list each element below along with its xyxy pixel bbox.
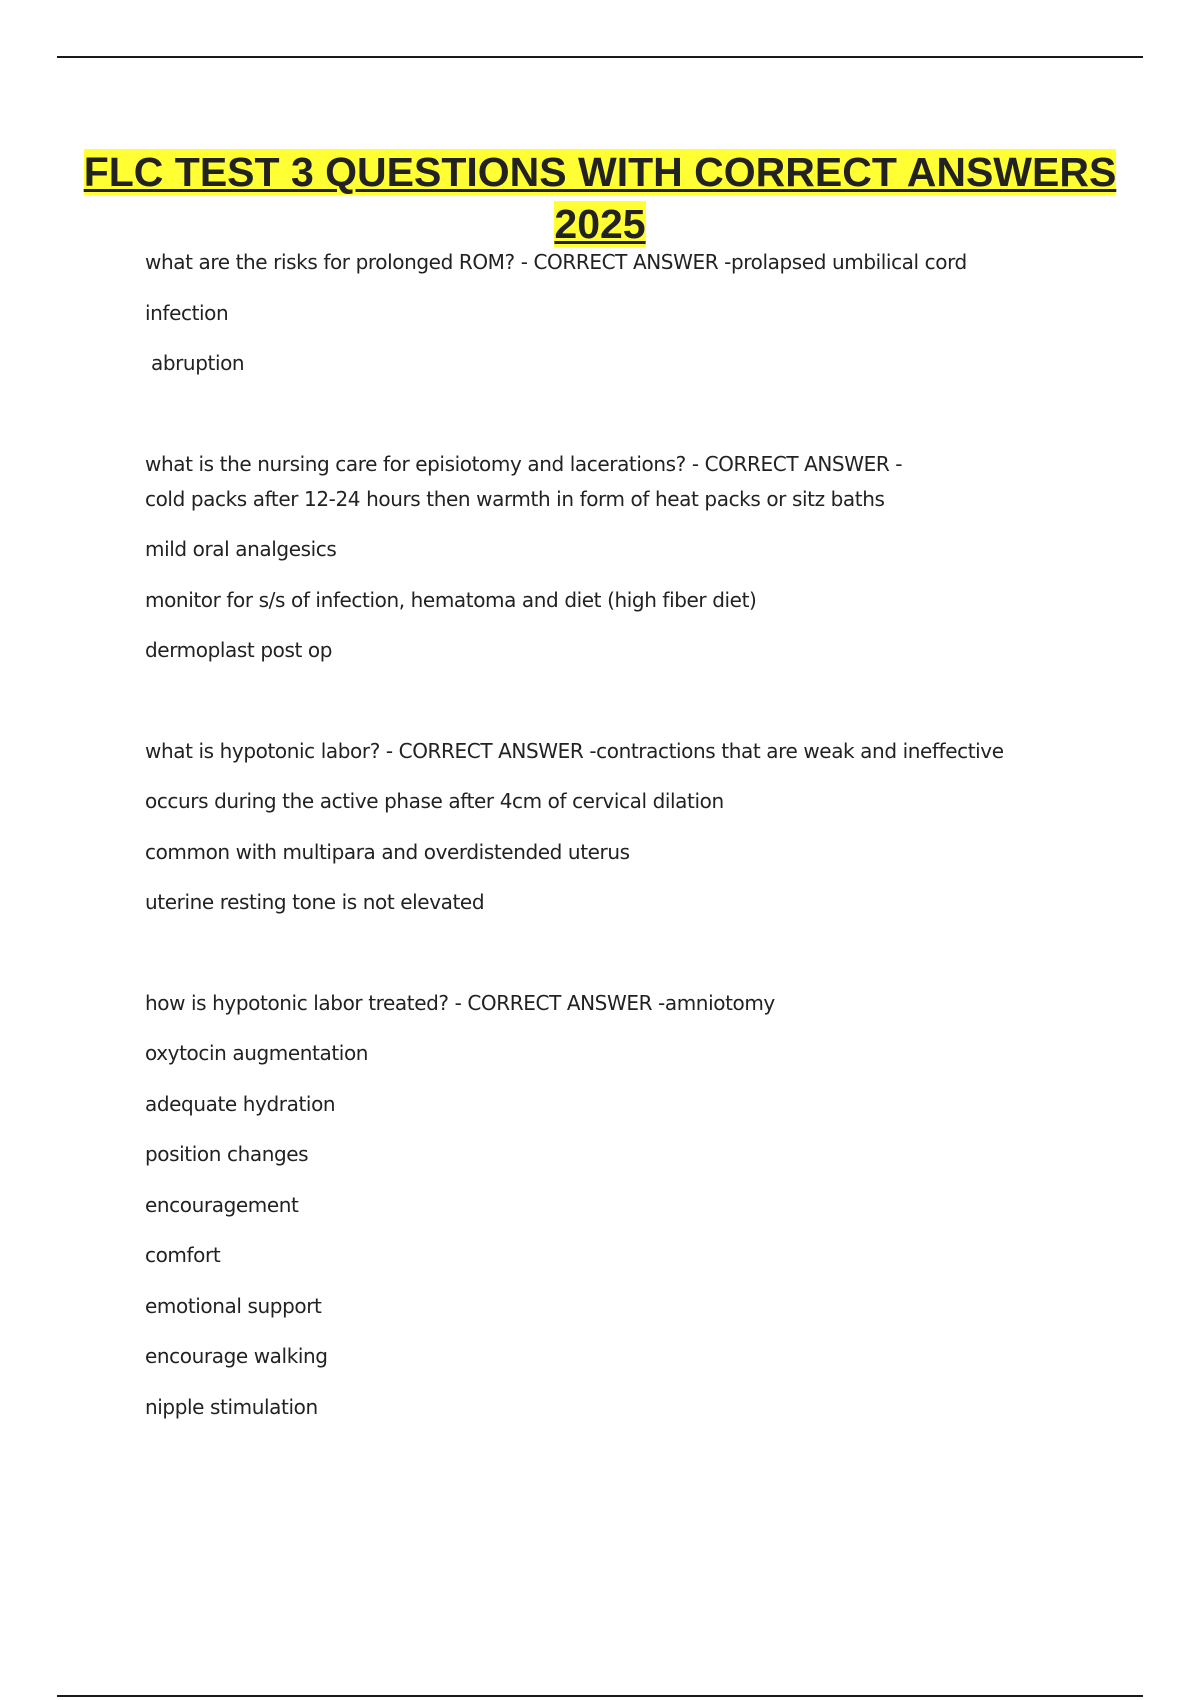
answer-line: monitor for s/s of infection, hematoma and diet (high fiber diet) (145, 587, 757, 612)
answer-line: abruption (145, 351, 245, 375)
question-text: what is the nursing care for episiotomy and lacerations? - CORRECT ANSWER - (145, 451, 903, 476)
answer-line: mild oral analgesics (145, 537, 337, 561)
qa-item-1 (145, 246, 1105, 398)
answer-line: occurs during the active phase after 4cm of cervical dilation (145, 789, 724, 813)
answer-line: comfort (145, 1243, 221, 1267)
title-block (57, 146, 1143, 250)
question-text: what is hypotonic labor? - CORRECT ANSWER -contractions that are weak and ineffective (145, 738, 1004, 763)
qa-item-3 (145, 735, 1105, 937)
answer-line: encouragement (145, 1192, 299, 1217)
answer-line: adequate hydration (145, 1091, 336, 1116)
header-rule (57, 56, 1143, 58)
answer-line: common with multipara and overdistended uterus (145, 839, 630, 864)
answer-line: nipple stimulation (145, 1394, 318, 1419)
spacer (145, 685, 1105, 735)
qa-item-4 (145, 987, 1105, 1442)
document-title: FLC TEST 3 QUESTIONS WITH CORRECT ANSWERS 2025 (83, 149, 1117, 247)
footer-rule (57, 1695, 1143, 1697)
answer-line: encourage walking (145, 1344, 328, 1368)
question-text: what are the risks for prolonged ROM? - CORRECT ANSWER -prolapsed umbilical cord (145, 250, 967, 274)
qa-item-2 (145, 448, 1105, 685)
answer-line: emotional support (145, 1293, 322, 1318)
spacer (145, 937, 1105, 987)
answer-line: oxytocin augmentation (145, 1041, 369, 1065)
document-body (145, 246, 1105, 1441)
answer-line: cold packs after 12-24 hours then warmth in form of heat packs or sitz baths (145, 486, 885, 511)
answer-line: infection (145, 300, 229, 325)
answer-line: uterine resting tone is not elevated (145, 890, 485, 914)
question-text: how is hypotonic labor treated? - CORRECT ANSWER -amniotomy (145, 990, 775, 1015)
answer-line: dermoplast post op (145, 638, 332, 662)
answer-line: position changes (145, 1142, 309, 1166)
spacer (145, 398, 1105, 448)
